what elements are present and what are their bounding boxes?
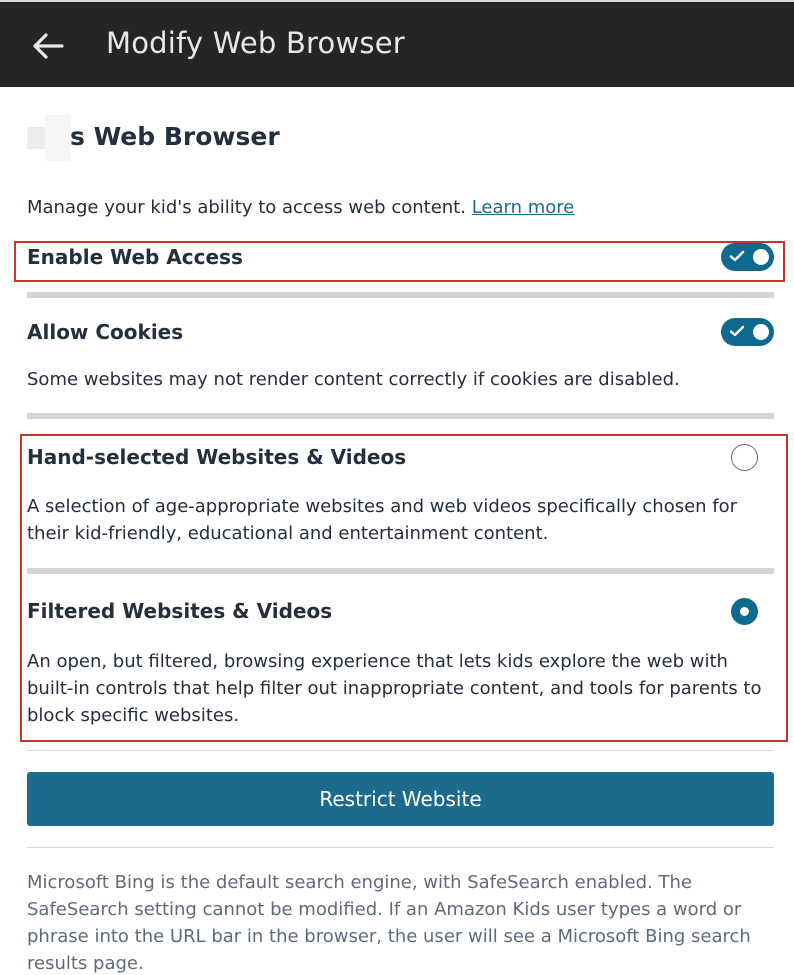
profile-header — [27, 114, 280, 162]
divider — [27, 413, 774, 419]
divider — [27, 292, 774, 298]
profile-heading: s Web Browser — [70, 122, 280, 151]
divider — [27, 847, 774, 848]
learn-more-link[interactable]: Learn more — [471, 197, 575, 218]
search-engine-note: Microsoft Bing is the default search engine, with SafeSearch enabled. The SafeSearch setting cannot be modified. If an Amazon Kids user types a word or phrase into the URL bar in the browser, the user will see a Microsoft Bing search results page. — [27, 872, 751, 974]
radio-dot — [740, 607, 749, 616]
check-icon — [729, 248, 745, 264]
toggle-knob — [753, 324, 769, 340]
arrow-left-icon — [31, 32, 65, 60]
hand-selected-radio[interactable] — [731, 444, 758, 471]
filtered-description: An open, but filtered, browsing experience that lets kids explore the web with built-in controls that help filter out inappropriate content, and tools for parents to block specific websites. — [27, 651, 762, 726]
toggle-knob — [753, 249, 769, 265]
restrict-website-button[interactable]: Restrict Website — [27, 772, 774, 826]
intro-text — [27, 197, 574, 218]
check-icon — [729, 323, 745, 339]
allow-cookies-label: Allow Cookies — [27, 320, 184, 344]
enable-web-access-toggle[interactable] — [721, 243, 774, 271]
divider — [27, 568, 774, 574]
enable-web-access-label: Enable Web Access — [27, 245, 243, 269]
hand-selected-option-label: Hand-selected Websites & Videos — [27, 445, 407, 469]
page-title: Modify Web Browser — [106, 26, 405, 60]
filtered-radio[interactable] — [731, 598, 758, 625]
allow-cookies-toggle[interactable] — [721, 318, 774, 346]
divider — [27, 750, 774, 751]
allow-cookies-description: Some websites may not render content correctly if cookies are disabled. — [27, 369, 680, 390]
hand-selected-description: A selection of age-appropriate websites and web videos specifically chosen for their kid-friendly, educational and entertainment content. — [27, 496, 738, 544]
intro-description: Manage your kid's ability to access web content. — [27, 197, 472, 218]
app-bar — [0, 0, 794, 87]
avatar — [27, 115, 71, 161]
filtered-option-label: Filtered Websites & Videos — [27, 599, 333, 623]
back-button[interactable] — [26, 24, 70, 68]
